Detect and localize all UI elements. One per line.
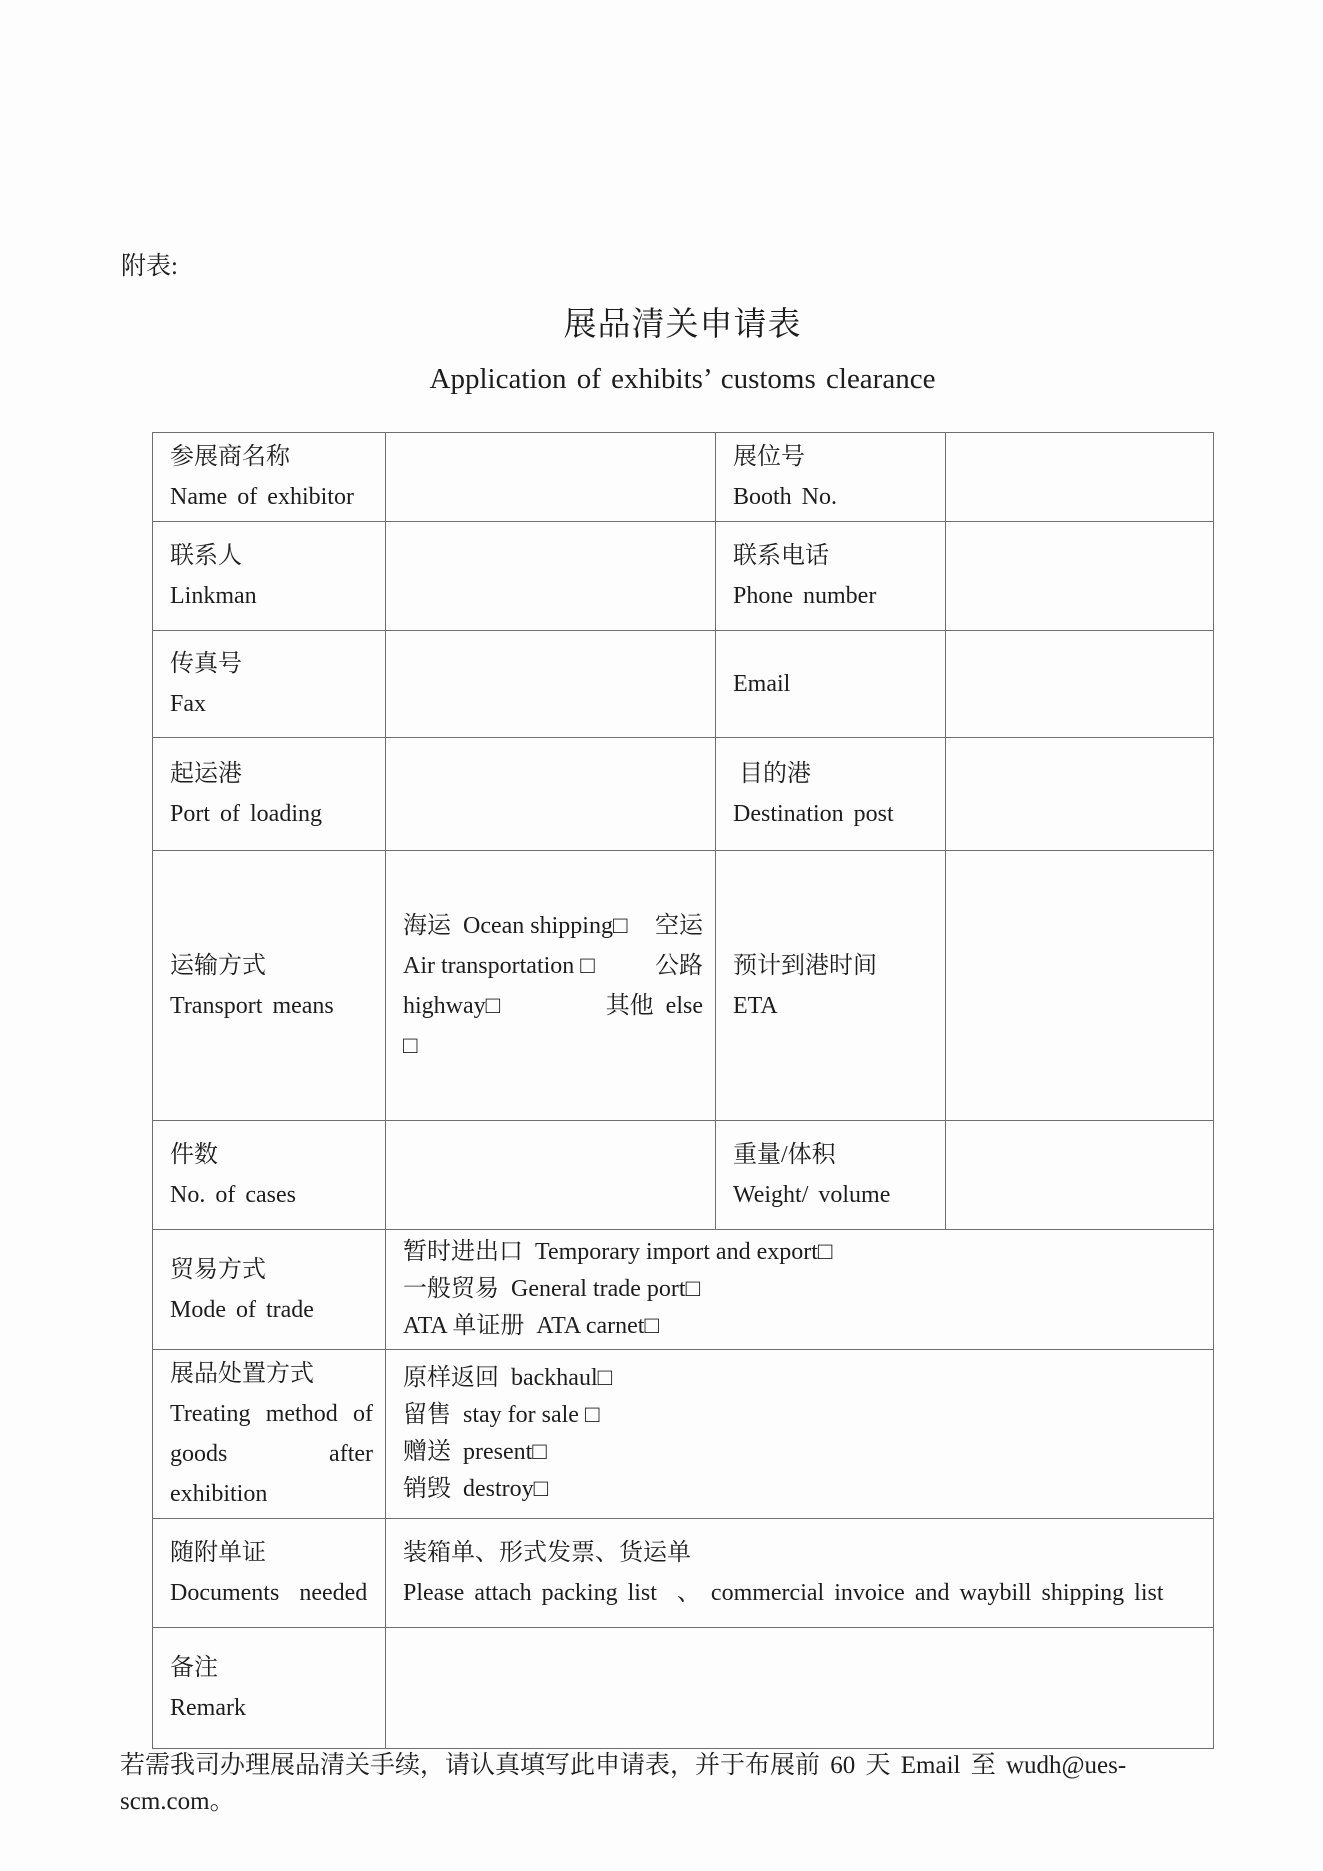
treating-option-present: 赠送 present□ [403,1439,547,1465]
transport-options-cell [386,851,716,1121]
remark-label-cell [153,1628,386,1749]
cases-label-zh: 件数 [170,1142,218,1168]
trade-mode-options-cell [386,1230,1214,1350]
row-documents [153,1519,1214,1628]
weight-label-zh: 重量/体积 [733,1142,836,1168]
booth-label-en: Booth No. [733,484,838,510]
treating-label-cell [153,1350,386,1519]
transport-option-line [403,986,703,1026]
trade-mode-option-temporary: 暂时进出口 Temporary import and export□ [403,1239,833,1265]
cases-label-en: No. of cases [170,1182,296,1208]
exhibitor-label-cell [153,433,386,522]
booth-label-zh: 展位号 [733,444,805,470]
footer-note: 若需我司办理展品清关手续，请认真填写此申请表，并于布展前 60 天 Email 至 wudh@ues-scm.com。 [120,1752,1127,1815]
linkman-label-zh: 联系人 [170,543,242,569]
treating-label-en: Treating method of goods after exhibition [170,1401,383,1507]
form-title-zh: 展品清关申请表 [563,307,802,343]
documents-label-zh: 随附单证 [170,1540,266,1566]
row-ports [153,738,1214,851]
eta-label-en: ETA [733,992,778,1019]
port-loading-label-en: Port of loading [170,801,322,827]
transport-option-air-en: Air transportation □ [403,952,595,979]
email-label-cell [716,631,946,738]
exhibitor-label-en: Name of exhibitor [170,484,354,510]
row-linkman-phone [153,522,1214,631]
treating-option-backhaul: 原样返回 backhaul□ [403,1365,613,1391]
form-title-en: Application of exhibits’ customs clearance [429,363,936,395]
eta-value-cell [946,851,1214,1121]
remark-label-en: Remark [170,1695,246,1721]
port-loading-value-cell [386,738,716,851]
fax-label-cell [153,631,386,738]
transport-label-en: Transport means [170,992,334,1019]
cases-label-cell [153,1121,386,1230]
destination-label-cell [716,738,946,851]
transport-option-air-zh: 空运 [655,912,703,939]
row-trade-mode [153,1230,1214,1350]
booth-label-cell [716,433,946,522]
destination-label-zh: 目的港 [733,761,811,787]
treating-option-destroy: 销毁 destroy□ [403,1476,549,1502]
row-transport-eta [153,851,1214,1121]
linkman-label-en: Linkman [170,583,257,609]
row-cases-weight [153,1121,1214,1230]
phone-label-zh: 联系电话 [733,543,829,569]
remark-value-cell [386,1628,1214,1749]
transport-option-line [403,1026,703,1066]
eta-label-cell [716,851,946,1121]
destination-label-en: Destination post [733,801,894,827]
transport-option-highway-en: highway□ [403,992,501,1019]
linkman-label-cell [153,522,386,631]
customs-clearance-form-table [152,432,1214,1749]
fax-label-en: Fax [170,691,206,717]
documents-list-en: Please attach packing list 、 commercial invoice and waybill shipping list [403,1580,1164,1606]
documents-label-en: Documents needed [170,1580,368,1606]
remark-label-zh: 备注 [170,1655,218,1681]
linkman-value-cell [386,522,716,631]
fax-label-zh: 传真号 [170,651,242,677]
phone-label-cell [716,522,946,631]
documents-content-cell [386,1519,1214,1628]
fax-value-cell [386,631,716,738]
eta-label-zh: 预计到港时间 [733,952,877,979]
phone-value-cell [946,522,1214,631]
trade-mode-option-general: 一般贸易 General trade port□ [403,1276,701,1302]
trade-mode-label-cell [153,1230,386,1350]
transport-option-else: 其他 else [605,992,703,1019]
phone-label-en: Phone number [733,583,877,609]
row-treating-method [153,1350,1214,1519]
email-value-cell [946,631,1214,738]
cases-value-cell [386,1121,716,1230]
transport-label-zh: 运输方式 [170,952,266,979]
documents-label-cell [153,1519,386,1628]
trade-mode-label-en: Mode of trade [170,1296,314,1323]
transport-option-line [403,946,703,986]
treating-option-stay-for-sale: 留售 stay for sale □ [403,1402,600,1428]
exhibitor-value-cell [386,433,716,522]
transport-option-highway-zh: 公路 [655,952,703,979]
row-remark [153,1628,1214,1749]
port-loading-label-cell [153,738,386,851]
weight-label-en: Weight/ volume [733,1182,891,1208]
booth-value-cell [946,433,1214,522]
weight-value-cell [946,1121,1214,1230]
transport-option-line [403,906,703,946]
row-exhibitor-booth [153,433,1214,522]
documents-list-zh: 装箱单、形式发票、货运单 [403,1540,691,1566]
destination-value-cell [946,738,1214,851]
treating-options-cell [386,1350,1214,1519]
exhibitor-label-zh: 参展商名称 [170,444,290,470]
trade-mode-label-zh: 贸易方式 [170,1256,266,1283]
trade-mode-option-ata: ATA 单证册 ATA carnet□ [403,1313,659,1339]
treating-label-zh: 展品处置方式 [170,1361,314,1387]
attachment-label: 附表: [121,253,178,280]
port-loading-label-zh: 起运港 [170,761,242,787]
transport-option-else-checkbox: □ [403,1032,418,1059]
row-fax-email [153,631,1214,738]
email-label-en: Email [733,671,791,697]
weight-label-cell [716,1121,946,1230]
transport-option-ocean: 海运 Ocean shipping□ [403,912,628,939]
transport-label-cell [153,851,386,1121]
